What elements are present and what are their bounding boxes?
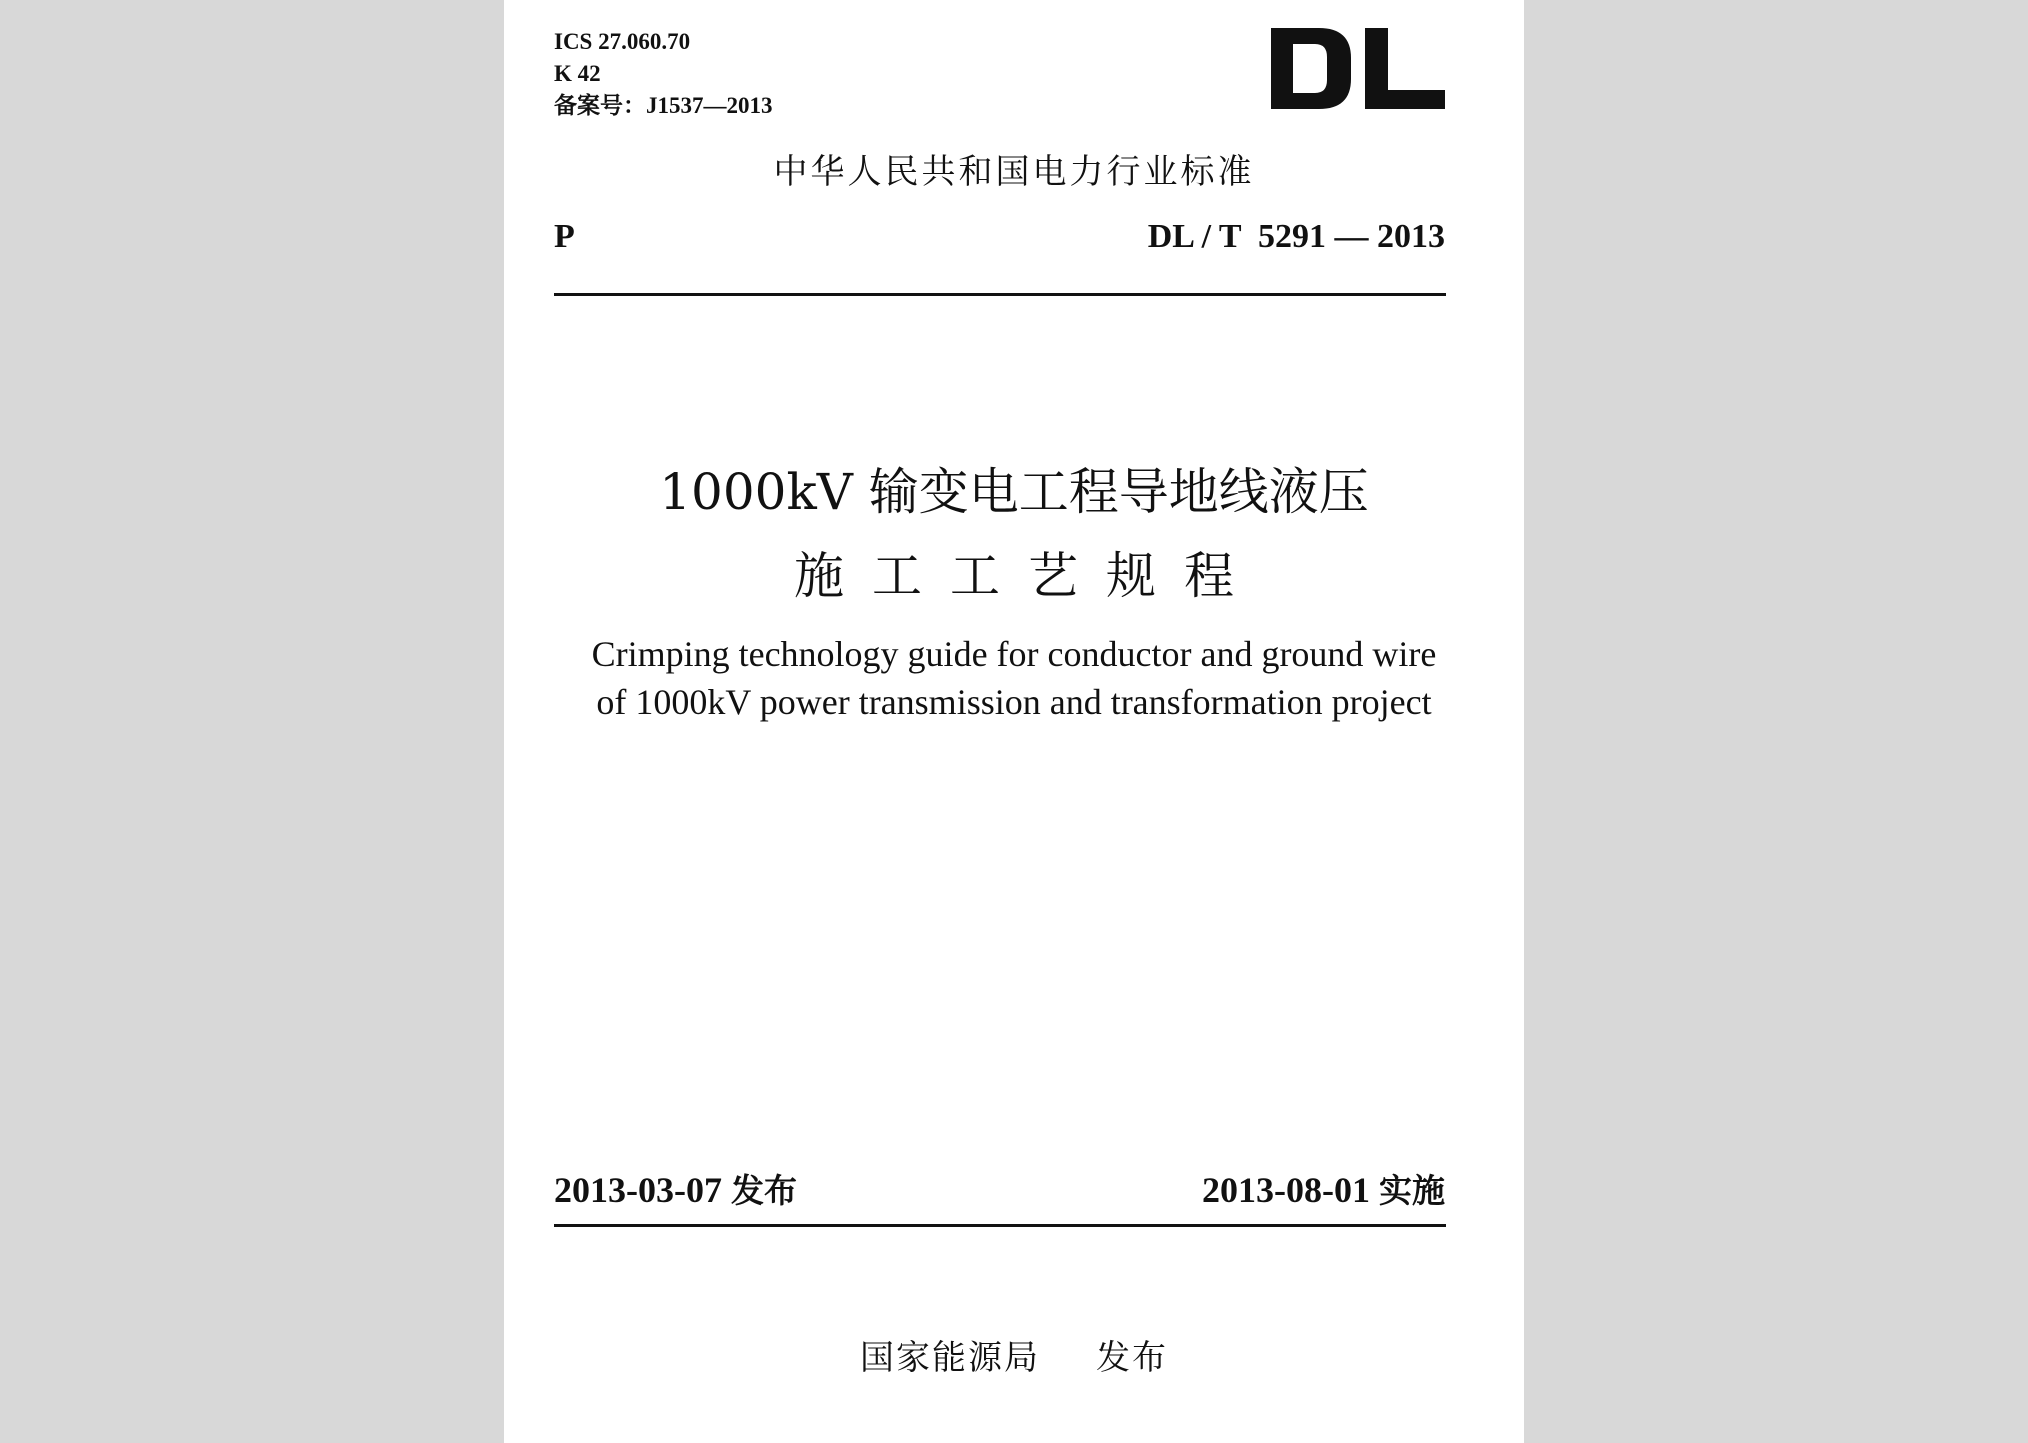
title-chinese-line2: 施工工艺规程	[794, 547, 1262, 605]
effective-date: 2013-08-01	[1202, 1170, 1370, 1210]
title-english-line2: of 1000kV power transmission and transformation project	[596, 682, 1432, 722]
ics-code: ICS 27.060.70	[554, 29, 691, 54]
record-value: J1537—2013	[646, 93, 773, 118]
bottom-divider	[554, 1224, 1446, 1227]
classification-letter: P	[554, 218, 575, 255]
title-english	[504, 630, 1524, 726]
top-divider	[554, 293, 1446, 296]
effective-label: 实施	[1379, 1171, 1445, 1210]
publisher-line	[504, 1330, 1524, 1379]
title-english-line1: Crimping technology guide for conductor and ground wire	[591, 634, 1437, 674]
issue-date: 2013-03-07	[554, 1170, 722, 1210]
publisher-name: 国家能源局	[860, 1338, 1040, 1378]
record-number	[554, 90, 773, 122]
standard-number: DL / T 5291 — 2013	[1147, 218, 1445, 255]
record-label: 备案号：	[554, 93, 646, 119]
publisher-action: 发布	[1096, 1338, 1168, 1378]
title-chinese-line1: 1000kV 输变电工程导地线液压	[659, 463, 1369, 521]
issue-date-block	[554, 1165, 797, 1212]
ccs-code: K 42	[554, 61, 601, 86]
document-page	[504, 0, 1524, 1443]
dl-logo	[1271, 28, 1445, 109]
effective-date-block	[1202, 1165, 1445, 1212]
header-meta	[554, 26, 773, 122]
organization-title: 中华人民共和国电力行业标准	[773, 152, 1255, 192]
issue-label: 发布	[730, 1171, 797, 1210]
